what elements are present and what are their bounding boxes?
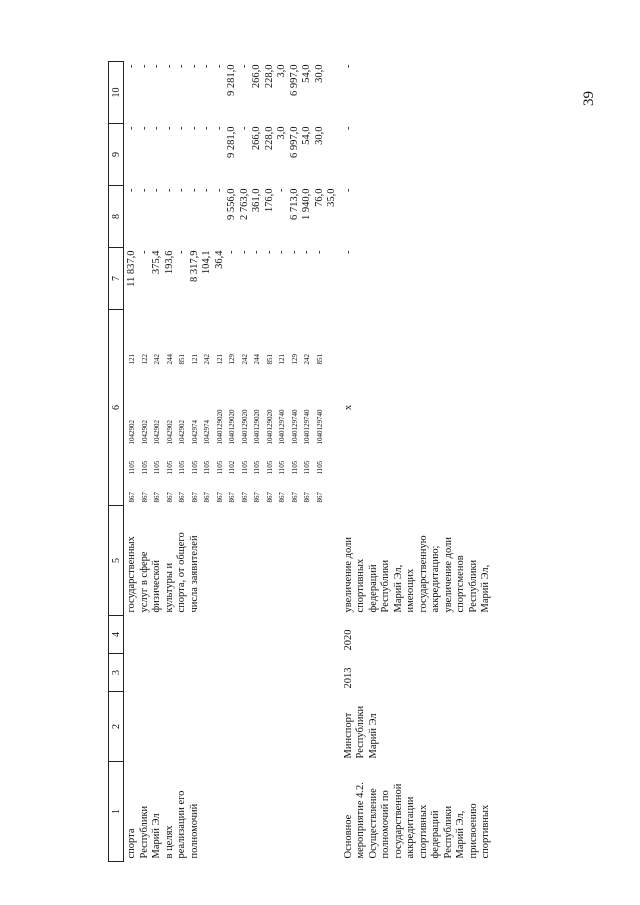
code-article: 1042902 <box>165 420 174 445</box>
code-expense-type: 851 <box>178 354 186 365</box>
code-section: 1105 <box>153 460 161 475</box>
value-cell: 11 837,0 <box>126 250 137 287</box>
code-section: 1105 <box>290 460 299 475</box>
value-cell: 266,0 <box>251 64 262 89</box>
code-article: 1042902 <box>128 420 136 445</box>
row1-col2 <box>124 692 341 762</box>
value-cell: - <box>213 64 225 68</box>
text-line: спортивных <box>417 804 429 859</box>
code-article: 1040129020 <box>215 409 224 445</box>
value-cell: - <box>276 188 287 192</box>
code-section: 1105 <box>303 460 311 475</box>
value-cell: 3,0 <box>276 126 287 140</box>
code-chapter: 867 <box>140 492 149 503</box>
text-line: спортивных <box>480 804 491 859</box>
row2-col10: - <box>342 64 354 68</box>
text-line: имеющих <box>405 568 416 613</box>
text-line: Республики <box>380 559 391 613</box>
value-cell: 6 713,0 <box>288 188 300 220</box>
code-section: 1105 <box>140 460 149 475</box>
header-cell: 8 <box>109 186 124 248</box>
text-line: Республики <box>355 705 366 759</box>
value-cell: - <box>251 250 262 254</box>
header-cell: 5 <box>109 506 124 616</box>
code-expense-type: 242 <box>153 354 161 365</box>
code-article: 1040129740 <box>303 409 311 445</box>
value-cell: 9 281,0 <box>226 64 237 96</box>
code-article: 1040129020 <box>253 409 261 445</box>
code-chapter: 867 <box>303 492 311 503</box>
value-cell: - <box>201 126 212 130</box>
value-cell: 228,0 <box>263 64 275 89</box>
value-cell: 54,0 <box>301 126 312 145</box>
row2-col4: 2020 <box>342 629 354 651</box>
value-cell: - <box>188 64 200 68</box>
code-expense-type: 121 <box>278 354 286 365</box>
text-line: Основное <box>342 814 354 859</box>
row2-col1 <box>341 762 495 862</box>
value-cell: 1 940,0 <box>301 188 312 220</box>
value-cell: 35,0 <box>326 188 337 207</box>
code-section: 1105 <box>178 460 186 475</box>
row2-col3: 2013 <box>342 667 354 689</box>
value-cell: - <box>151 64 162 68</box>
code-article: 1042974 <box>190 420 199 445</box>
code-expense-type: 121 <box>128 354 136 365</box>
text-line: присвоению <box>467 803 479 859</box>
value-cell: - <box>188 126 200 130</box>
header-cell: 1 <box>109 762 124 862</box>
row1-col6 <box>124 310 341 506</box>
text-line: Республики <box>442 805 454 859</box>
text-line: государственной <box>392 783 404 859</box>
table-row <box>124 62 341 862</box>
code-expense-type: 244 <box>253 354 261 365</box>
row2-col7: - <box>342 250 354 254</box>
code-article: 1040129740 <box>315 409 324 445</box>
value-cell: - <box>188 188 200 192</box>
code-chapter: 867 <box>165 492 174 503</box>
code-chapter: 867 <box>278 492 286 503</box>
value-cell: - <box>238 250 250 254</box>
budget-table <box>108 61 495 862</box>
value-cell: 6 997,0 <box>288 64 300 96</box>
value-cell: 8 317,9 <box>188 250 200 282</box>
code-article: 1042902 <box>178 420 186 445</box>
code-article: 1042974 <box>203 420 211 445</box>
code-chapter: 867 <box>190 492 199 503</box>
value-cell: 176,0 <box>263 188 275 213</box>
rotated-table-container <box>108 62 628 862</box>
header-cell: 3 <box>109 654 124 692</box>
text-line: спортсменов <box>455 555 466 613</box>
value-cell: - <box>151 188 162 192</box>
text-line: Марий Эл, <box>392 564 404 613</box>
header-cell: 10 <box>109 62 124 124</box>
code-section: 1105 <box>278 460 286 475</box>
text-line: аккредитации <box>405 796 416 859</box>
code-article: 1040129740 <box>290 409 299 445</box>
text-line: Марий Эл, <box>480 564 491 613</box>
text-line: Осуществление <box>367 788 379 859</box>
value-cell: - <box>163 126 175 130</box>
row1-col10 <box>124 62 341 124</box>
row2-col2 <box>341 692 495 762</box>
code-section: 1105 <box>215 460 224 475</box>
value-cell: - <box>313 250 325 254</box>
value-cell: 54,0 <box>301 64 312 83</box>
value-cell: - <box>138 64 150 68</box>
code-expense-type: 851 <box>265 354 274 365</box>
code-expense-type: 121 <box>190 354 199 365</box>
value-cell: - <box>238 126 250 130</box>
value-cell: 30,0 <box>313 126 325 145</box>
code-expense-type: 851 <box>315 354 324 365</box>
code-expense-type: 244 <box>165 354 174 365</box>
text-line: федераций <box>367 564 379 613</box>
code-section: 1105 <box>265 460 274 475</box>
code-section: 1105 <box>190 460 199 475</box>
value-cell: 9 281,0 <box>226 126 237 158</box>
text-line: Марий Эл, <box>455 810 466 859</box>
table-header <box>109 62 124 862</box>
code-section: 1105 <box>165 460 174 475</box>
value-cell: 6 997,0 <box>288 126 300 158</box>
value-cell: 104,1 <box>201 250 212 275</box>
row1-col7 <box>124 248 341 310</box>
row1-col9 <box>124 124 341 186</box>
header-cell: 7 <box>109 248 124 310</box>
value-cell: 266,0 <box>251 126 262 151</box>
code-section: 1105 <box>203 460 211 475</box>
value-cell: - <box>126 188 137 192</box>
page-number: 39 <box>581 91 597 106</box>
code-chapter: 867 <box>228 492 236 503</box>
code-chapter: 867 <box>128 492 136 503</box>
value-cell: - <box>276 250 287 254</box>
value-cell: - <box>288 250 300 254</box>
code-article: 1042902 <box>153 420 161 445</box>
value-cell: 375,4 <box>151 250 162 275</box>
table-row <box>341 62 495 862</box>
row2-col5 <box>341 506 495 616</box>
value-cell: 193,6 <box>163 250 175 275</box>
code-expense-type: 122 <box>140 354 149 365</box>
value-cell: - <box>226 250 237 254</box>
code-chapter: 867 <box>253 492 261 503</box>
value-cell: 9 556,0 <box>226 188 237 220</box>
value-cell: 30,0 <box>313 64 325 83</box>
code-article: 1040129740 <box>278 409 286 445</box>
header-cell: 6 <box>109 310 124 506</box>
code-expense-type: 129 <box>290 354 299 365</box>
row1-col8 <box>124 186 341 248</box>
value-cell: 361,0 <box>251 188 262 213</box>
code-chapter: 867 <box>315 492 324 503</box>
value-cell: - <box>176 188 187 192</box>
value-cell: - <box>176 64 187 68</box>
value-cell: - <box>201 64 212 68</box>
code-expense-type: 129 <box>228 354 236 365</box>
text-line: аккредитацию; <box>430 545 441 613</box>
row1-col3 <box>124 654 341 692</box>
code-section: 1105 <box>253 460 261 475</box>
row2-col8: - <box>342 188 354 192</box>
row2-col9: - <box>342 126 354 130</box>
row1-col1: спорта Республики Марий Эл в целях реализации его полномочий <box>126 790 200 859</box>
header-cell: 2 <box>109 692 124 762</box>
value-cell: - <box>138 250 150 254</box>
value-cell: - <box>176 250 187 254</box>
value-cell: - <box>263 250 275 254</box>
text-line: Марий Эл <box>367 713 379 759</box>
code-section: 1102 <box>228 460 236 475</box>
text-line: Минспорт <box>342 712 354 759</box>
row2-col6: x <box>342 404 354 411</box>
header-cell: 9 <box>109 124 124 186</box>
code-section: 1105 <box>315 460 324 475</box>
value-cell: - <box>238 64 250 68</box>
code-expense-type: 121 <box>215 354 224 365</box>
text-line: Республики <box>467 559 479 613</box>
text-line: полномочий по <box>380 790 391 859</box>
code-expense-type: 242 <box>303 354 311 365</box>
value-cell: 2 763,0 <box>238 188 250 220</box>
code-chapter: 867 <box>240 492 249 503</box>
code-article: 1040129020 <box>228 409 236 445</box>
code-expense-type: 242 <box>203 354 211 365</box>
code-section: 1105 <box>240 460 249 475</box>
value-cell: - <box>163 64 175 68</box>
row1-col5: государственных услуг в сфере физической культуры и спорта, от общего числа заявителей <box>126 532 200 613</box>
value-cell: - <box>138 126 150 130</box>
value-cell: 76,0 <box>313 188 325 207</box>
code-chapter: 867 <box>215 492 224 503</box>
code-expense-type: 242 <box>240 354 249 365</box>
text-line: государственную <box>417 535 429 613</box>
value-cell: - <box>138 188 150 192</box>
value-cell: - <box>126 126 137 130</box>
text-line: спортивных <box>355 558 366 613</box>
value-cell: - <box>301 250 312 254</box>
text-line: увеличение доли <box>342 537 354 613</box>
code-article: 1042902 <box>140 420 149 445</box>
value-cell: 228,0 <box>263 126 275 151</box>
value-cell: - <box>126 64 137 68</box>
value-cell: - <box>163 188 175 192</box>
header-cell: 4 <box>109 616 124 654</box>
value-cell: 3,0 <box>276 64 287 78</box>
code-article: 1040129020 <box>240 409 249 445</box>
row1-col4 <box>124 616 341 654</box>
value-cell: - <box>176 126 187 130</box>
code-chapter: 867 <box>153 492 161 503</box>
value-cell: - <box>213 188 225 192</box>
value-cell: - <box>201 188 212 192</box>
code-section: 1105 <box>128 460 136 475</box>
code-chapter: 867 <box>290 492 299 503</box>
text-line: увеличение доли <box>442 537 454 613</box>
code-article: 1040129020 <box>265 409 274 445</box>
text-line: мероприятие 4.2. <box>355 782 366 859</box>
text-line: федераций <box>430 810 441 859</box>
value-cell: 36,4 <box>213 250 225 269</box>
value-cell: - <box>213 126 225 130</box>
code-chapter: 867 <box>265 492 274 503</box>
value-cell: - <box>151 126 162 130</box>
code-chapter: 867 <box>203 492 211 503</box>
code-chapter: 867 <box>178 492 186 503</box>
